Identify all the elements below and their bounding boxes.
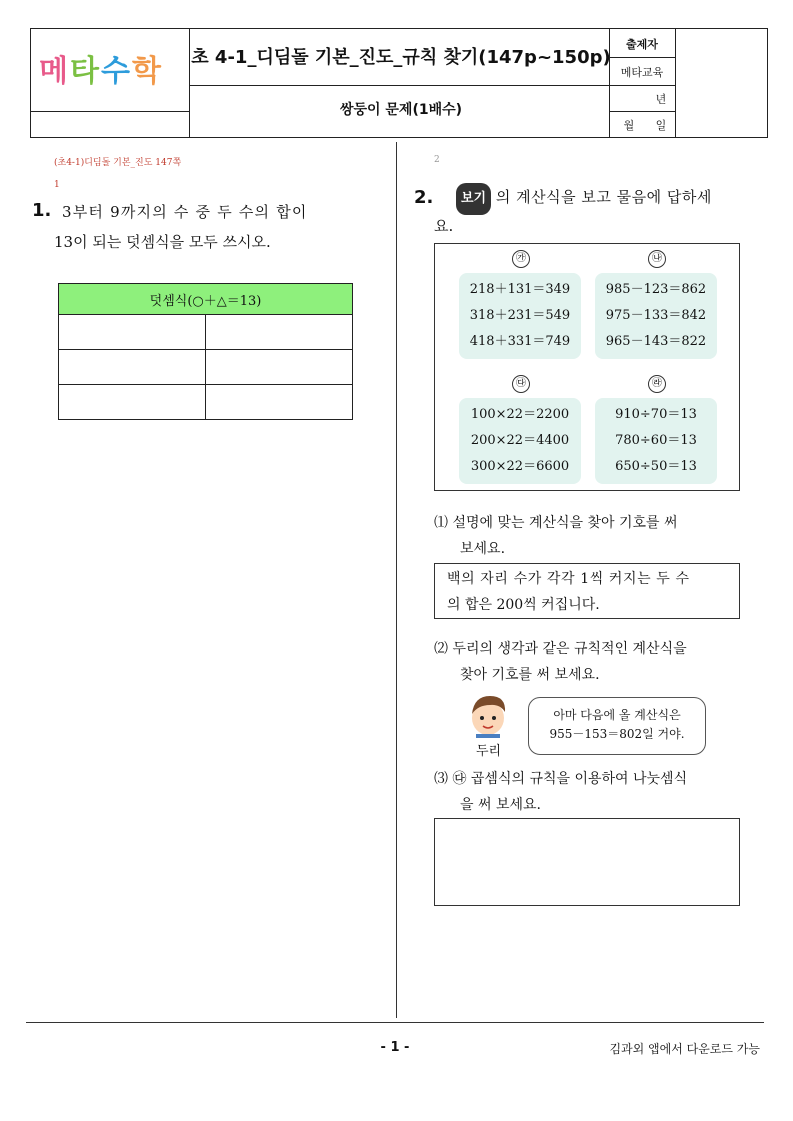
logo-char: 메 xyxy=(39,54,68,89)
answer-cell[interactable] xyxy=(205,315,352,350)
question-text xyxy=(62,197,362,227)
bubble-line: 아마 다음에 올 계산식은 xyxy=(553,708,681,722)
equation: 965－143＝822 xyxy=(605,334,707,349)
equation-card xyxy=(459,273,581,359)
answer-cell[interactable] xyxy=(59,350,206,385)
sub-question-line: 을 써 보세요. xyxy=(460,797,541,813)
equation: 300×22＝6600 xyxy=(470,459,570,474)
question-line: 3부터 9까지의 수 중 두 수의 합이 xyxy=(62,203,308,221)
column-divider xyxy=(396,142,397,1018)
example-box xyxy=(434,243,740,491)
equation: 100×22＝2200 xyxy=(470,407,570,422)
question-line: 의 계산식을 보고 물음에 답하세 xyxy=(495,188,712,206)
year-label: 년 xyxy=(655,93,667,106)
equation: 985－123＝862 xyxy=(605,282,707,297)
source-label: (초4-1)디딤돌 기본_진도 147쪽 xyxy=(54,158,182,168)
group-label: ㉮ xyxy=(512,250,530,268)
sub-question xyxy=(434,510,744,562)
author-label: 출제자 xyxy=(626,38,658,51)
document-title: 초 4-1_디딤돌 기본_진도_규칙 찾기(147p~150p) xyxy=(191,47,611,68)
answer-box[interactable] xyxy=(434,818,740,906)
footer-divider xyxy=(26,1022,764,1023)
sub-question-line: ⑴ 설명에 맞는 계산식을 찾아 기호를 써 xyxy=(434,515,678,531)
question-line: 요. xyxy=(434,217,454,235)
header-table xyxy=(30,28,768,138)
equation: 200×22＝4400 xyxy=(470,433,570,448)
equation-card xyxy=(595,273,717,359)
answer-cell[interactable] xyxy=(205,350,352,385)
question-index: 2 xyxy=(434,155,440,165)
description-line: 의 합은 200씩 커집니다. xyxy=(447,597,600,613)
equation: 218＋131＝349 xyxy=(469,282,571,297)
equation: 318＋231＝549 xyxy=(469,308,571,323)
logo-char: 수 xyxy=(100,54,130,89)
logo-char: 학 xyxy=(131,54,161,89)
group-label: ㉯ xyxy=(648,250,666,268)
description-line: 백의 자리 수가 각각 1씩 커지는 두 수 xyxy=(447,571,690,587)
logo xyxy=(39,43,189,93)
sub-question-line: ⑶ ㉰ 곱셈식의 규칙을 이용하여 나눗셈식 xyxy=(434,771,688,787)
answer-table xyxy=(58,283,353,420)
group-label: ㉱ xyxy=(648,375,666,393)
sub-question-line: 보세요. xyxy=(460,541,506,557)
equation: 650÷50＝13 xyxy=(615,459,697,474)
question-number: 1. xyxy=(32,200,52,221)
document-subtitle: 쌍둥이 문제(1배수) xyxy=(339,102,463,118)
equation-card xyxy=(459,398,581,484)
sub-question xyxy=(434,636,744,688)
description-box xyxy=(434,563,740,619)
group-label: ㉰ xyxy=(512,375,530,393)
equation: 975－133＝842 xyxy=(605,308,707,323)
author-value: 메타교육 xyxy=(620,66,664,79)
character-name: 두리 xyxy=(476,744,502,759)
equation: 910÷70＝13 xyxy=(615,407,697,422)
equation-card xyxy=(595,398,717,484)
equation: 780÷60＝13 xyxy=(615,433,697,448)
sub-question-line: ⑵ 두리의 생각과 같은 규칙적인 계산식을 xyxy=(434,641,687,657)
question-text xyxy=(456,182,746,215)
question-text xyxy=(54,227,364,257)
question-line: 13이 되는 덧셈식을 모두 쓰시오. xyxy=(54,233,271,251)
bubble-line: 955－153＝802일 거야. xyxy=(549,727,685,741)
question-index: 1 xyxy=(54,180,60,190)
day-label: 일 xyxy=(655,119,667,132)
logo-char: 타 xyxy=(69,54,99,89)
sub-question xyxy=(434,766,744,818)
month-label: 월 xyxy=(623,119,635,132)
character-icon xyxy=(464,692,518,738)
question-number: 2. xyxy=(414,187,434,208)
speech-bubble xyxy=(528,697,706,755)
answer-cell[interactable] xyxy=(59,315,206,350)
equation: 418＋331＝749 xyxy=(469,334,571,349)
page-number: - 1 - xyxy=(380,1040,410,1055)
answer-cell[interactable] xyxy=(59,385,206,420)
bogi-badge: 보기 xyxy=(456,183,491,215)
table-header: 덧셈식(○＋△＝13) xyxy=(59,284,353,315)
sub-question-line: 찾아 기호를 써 보세요. xyxy=(460,667,600,683)
footer-note: 김과외 앱에서 다운로드 가능 xyxy=(609,1042,760,1056)
answer-cell[interactable] xyxy=(205,385,352,420)
